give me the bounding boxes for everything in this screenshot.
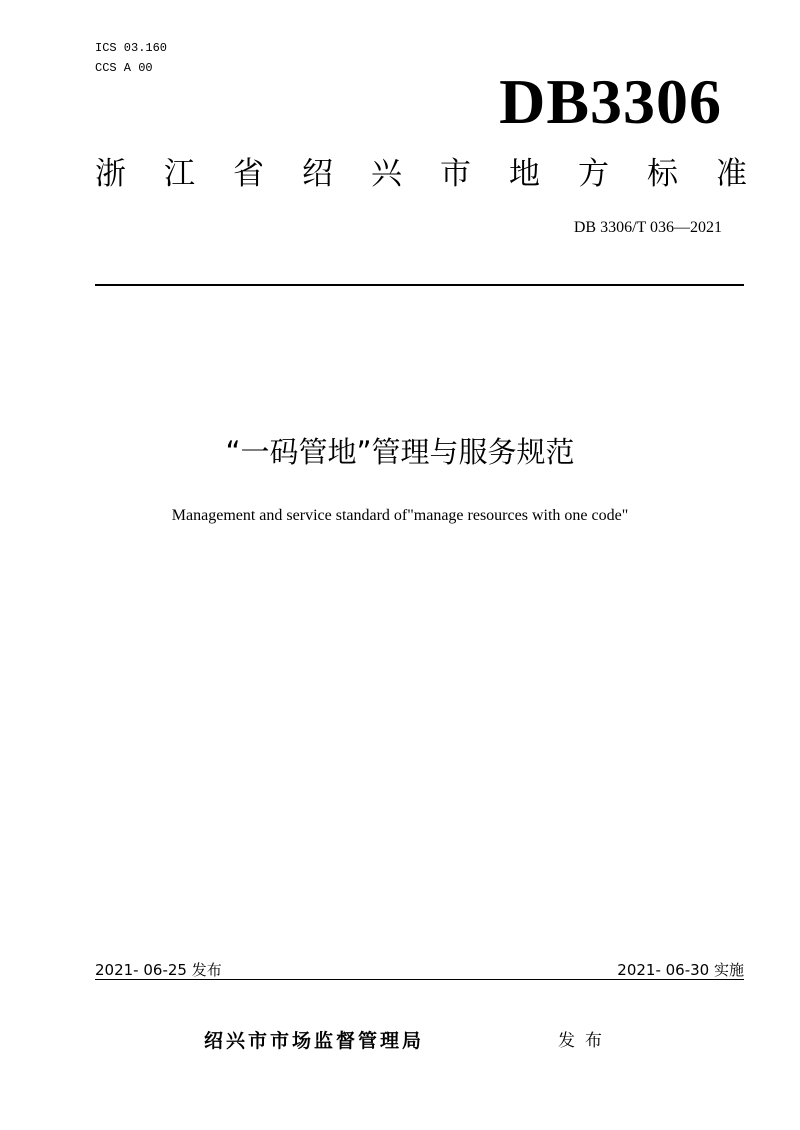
standard-name-char: 准 [716,156,747,192]
ics-code: ICS 03.160 [95,41,168,55]
top-divider [95,284,744,286]
standard-number: DB 3306/T 036—2021 [573,219,722,236]
standard-name-char: 省 [233,156,264,192]
standard-name-char: 绍 [302,156,333,192]
standard-name-char: 市 [440,156,471,192]
standard-name-char: 兴 [371,156,402,192]
issuing-authority: 绍兴市市场监督管理局 [204,1030,425,1052]
issue-date: 2021- 06-25 发布 [95,961,222,979]
title-english: Management and service standard of"manage resources with one code" [171,507,629,524]
publish-label: 发布 [558,1031,612,1051]
standard-name [95,154,747,194]
standard-name-char: 地 [509,156,540,192]
ccs-code: CCS A 00 [95,61,153,75]
implement-date: 2021- 06-30 实施 [617,961,744,979]
standard-name-char: 方 [578,156,609,192]
title-chinese: “一码管地”管理与服务规范 [225,435,575,469]
standard-code: DB3306 [499,66,722,137]
standard-name-char: 江 [164,156,195,192]
bottom-divider [95,979,744,980]
standard-name-char: 浙 [95,156,126,192]
standard-name-char: 标 [647,156,678,192]
